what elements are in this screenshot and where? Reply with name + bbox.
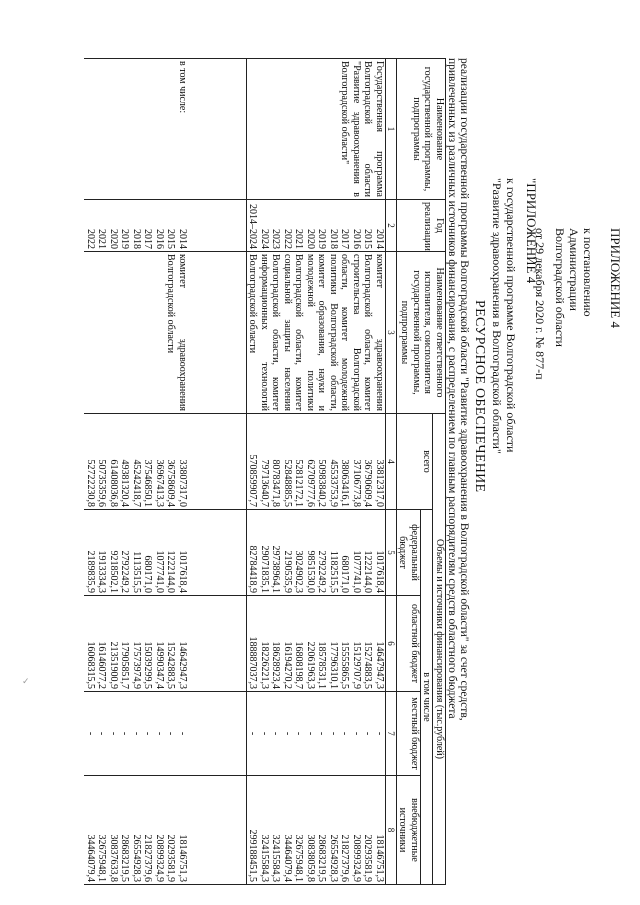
federal-value: 1077741,0 [154,550,165,593]
federal-value: 1113515,5 [131,551,142,593]
years-value: 2016 [351,229,362,249]
total-cell [85,414,247,510]
federal-value: 82784418,9 [247,545,259,593]
appendix-header [533,228,622,380]
total-value: 52722230,8 [85,459,96,507]
years-value: 2021 [293,229,305,249]
header-regional: областной бюджет [397,596,421,692]
federal-value: 2190535,9 [282,550,293,593]
appendix-line: Волгоградской области [553,228,567,347]
federal-value: 1182515,5 [328,550,339,593]
total-value: 79713640,7 [259,459,270,507]
federal-value: 1017618,4 [374,550,385,593]
federal-value: 1077741,0 [351,550,362,593]
column-number: 2 [386,200,397,252]
regional-value: 21351900,9 [108,641,119,689]
total-cell [247,414,386,510]
total-value: 37546850,1 [142,459,154,507]
subtitle-line: реализации государственной программы Волгоградской области "Развитие здравоохранения в Волгоградской области" за счет средств, [458,58,470,721]
extra-cell [85,776,247,885]
header-including: в том числе [421,510,434,885]
total-value: 50983840,2 [316,459,328,507]
regional-value: 16194270,2 [282,641,293,689]
years-value: 2022 [85,229,96,249]
column-number: 5 [386,510,397,596]
years-value: 2015 [165,229,177,249]
extra-value: 26554928,3 [131,834,142,882]
years-value: 2018 [131,229,142,249]
regional-value: 22061963,3 [305,641,316,689]
total-value: 33807317,0 [177,459,188,507]
column-number: 3 [386,252,397,414]
executor-cell [85,252,247,414]
regional-value: 16808198,7 [293,641,305,689]
extra-cell [247,776,386,885]
column-number: 6 [386,596,397,692]
local-cell [85,692,247,776]
years-value: 2014–2024 [247,204,259,249]
local-value: - [96,731,108,736]
regional-value: 16068315,5 [85,641,96,689]
health-committee-block [85,59,247,885]
local-value: - [339,731,351,736]
years-value: 2022 [282,229,293,249]
regional-value: 17573974,9 [131,641,142,689]
program-block [247,59,386,885]
extra-value: 32415584,3 [259,834,270,882]
executor-text: комитет здравоохранения Волгоградской области [165,254,188,411]
local-value: - [316,731,328,736]
total-value: 49381320,4 [119,459,131,507]
regional-value: 18226221,3 [259,641,270,689]
years-value: 2019 [119,229,131,249]
appendix-line: Администрации [567,228,581,311]
years-value: 2014 [374,229,385,249]
years-value: 2023 [270,229,282,249]
extra-value: 299188451,5 [247,829,259,882]
extra-value: 32675948,1 [293,834,305,882]
extra-value: 28683219,5 [316,834,328,882]
column-number: 8 [386,776,397,885]
federal-value: 29738964,1 [270,545,282,593]
years-value: 2015 [362,229,374,249]
header-finance: Объемы и источники финансирования (тыс.рублей) [433,414,446,885]
extra-value: 21827379,6 [339,834,351,882]
federal-value: 29071835,1 [259,545,270,593]
regional-value: 14647947,3 [374,641,385,689]
document-title: РЕСУРСНОЕ ОБЕСПЕЧЕНИЕ [472,300,487,493]
years-value: 2016 [154,229,165,249]
federal-cell [247,510,386,596]
including-label: в том числе: [177,61,188,114]
total-value: 36758609,4 [165,459,177,507]
years-value: 2024 [259,229,270,249]
regional-value: 15242883,5 [165,641,177,689]
local-value: - [85,731,96,736]
regional-value: 16146077,2 [96,641,108,689]
local-value: - [247,731,259,736]
header-total: всего [397,414,434,510]
federal-value: 9218502,1 [108,550,119,593]
regional-value: 15555865,5 [339,641,351,689]
extra-value: 26554928,3 [328,834,339,882]
local-value: - [142,731,154,736]
including-label-cell [85,59,247,200]
federal-value: 3024902,3 [293,550,305,593]
regional-value: 15274883,5 [362,641,374,689]
resource-table [85,58,447,885]
years-cell [247,200,386,252]
federal-value: 2792249,2 [119,550,131,593]
extra-value: 18146751,3 [177,834,188,882]
total-value: 570859907,7 [247,454,259,507]
extra-value: 30838059,8 [305,834,316,882]
regional-value: 17905851,7 [119,641,131,689]
years-value: 2020 [108,229,119,249]
local-value: - [259,731,270,736]
years-value: 2019 [316,229,328,249]
total-value: 45533753,9 [328,459,339,507]
header-name: Наименование государственной программы, подпрограммы [397,59,446,200]
local-value: - [177,731,188,736]
appendix-date-line: от 29 декабря 2020 г. № 877-п [533,228,547,380]
local-cell [247,692,386,776]
years-value: 2017 [339,229,351,249]
extra-value: 21827379,6 [142,834,154,882]
total-value: 36967413,3 [154,459,165,507]
regional-value: 188887037,3 [247,636,259,689]
header-extra: внебюджетные источники [397,776,421,885]
extra-value: 20899324,9 [154,834,165,882]
executor-cell: комитет здравоохранения Волгоградской области, комитет строительства Волгоградской области, комитет молодежной политики Волгоградской области, комитет образования, науки и молодежной политики Волгоградской области, комитет социальной защиты населения Волгоградской области, комитет информационных технологий Волгоградской области [247,252,386,414]
regional-value: 14642947,3 [177,641,188,689]
local-value: - [362,731,374,736]
column-number: 1 [386,59,397,200]
years-value: 2017 [142,229,154,249]
federal-value: 2792249,2 [316,550,328,593]
total-value: 36790609,4 [362,459,374,507]
federal-value: 1222144,0 [362,550,374,593]
years-cell [85,200,247,252]
federal-value: 1913334,3 [96,550,108,593]
federal-value: 9851530,0 [305,550,316,593]
local-value: - [305,731,316,736]
appendix-line: к постановлению [581,228,595,317]
total-value: 52848885,5 [282,459,293,507]
document-subtitle [446,58,470,721]
regional-value: 18628923,4 [270,641,282,689]
total-value: 80783471,8 [270,459,282,507]
local-value: - [154,731,165,736]
local-value: - [131,731,142,736]
program-appendix-line: к государственной программе Волгоградской области [504,178,518,453]
header-federal: федеральный бюджет [397,510,421,596]
subtitle-line: привлеченных из различных источников финансирования, с распределением по главным распорядителям средств областного бюджета [446,58,458,719]
header-year: Год реализации [397,200,446,252]
total-value: 45242418,7 [131,459,142,507]
appendix-title: ПРИЛОЖЕНИЕ 4 [608,228,623,328]
local-value: - [328,731,339,736]
local-value: - [108,731,119,736]
extra-value: 28683219,5 [119,834,131,882]
extra-value: 20899324,9 [351,834,362,882]
total-value: 62709777,6 [305,459,316,507]
program-appendix-header [490,178,538,454]
federal-value: 1222144,0 [165,550,177,593]
extra-value: 34464079,4 [282,834,293,882]
extra-value: 32415584,3 [270,834,282,882]
local-value: - [374,731,385,736]
header-executor: Наименование ответственного исполнителя, соисполнителя государственной программы, подпрограммы [397,252,446,414]
program-appendix-line: "Развитие здравоохранения в Волгоградской области" [490,178,504,454]
years-value: 2018 [328,229,339,249]
regional-value: 14990347,4 [154,641,165,689]
extra-value: 20293581,9 [362,834,374,882]
column-number: 4 [386,414,397,510]
local-value: - [270,731,282,736]
total-value: 38063416,1 [339,459,351,507]
extra-value: 20293581,9 [165,834,177,882]
regional-cell [247,596,386,692]
local-value: - [351,731,362,736]
scan-mark: ✓ [22,676,30,686]
program-appendix-title: "ПРИЛОЖЕНИЕ 4 [524,178,539,284]
total-value: 52812172,1 [293,459,305,507]
federal-cell [85,510,247,596]
header-local: местный бюджет [397,692,421,776]
extra-value: 32675948,1 [96,834,108,882]
extra-value: 18146751,3 [374,834,385,882]
federal-value: 680171,0 [339,555,351,593]
total-value: 50735359,6 [96,459,108,507]
regional-value: 15129707,9 [351,641,362,689]
local-value: - [119,731,131,736]
federal-value: 680171,0 [142,555,154,593]
extra-value: 30837633,8 [108,834,119,882]
total-value: 37106773,8 [351,459,362,507]
local-value: - [165,731,177,736]
program-name-cell: Государственная программа Волгоградской области "Развитие здравоохранения в Волгоградской области" [247,59,386,200]
total-value: 33812317,0 [374,459,385,507]
column-number: 7 [386,692,397,776]
regional-cell [85,596,247,692]
years-value: 2014 [177,229,188,249]
total-value: 61408036,8 [108,459,119,507]
regional-value: 17796310,1 [328,641,339,689]
extra-value: 34464079,4 [85,834,96,882]
federal-value: 2189835,9 [85,550,96,593]
years-value: 2021 [96,229,108,249]
regional-value: 18578531,1 [316,641,328,689]
years-value: 2020 [305,229,316,249]
federal-value: 1017618,4 [177,550,188,593]
local-value: - [293,731,305,736]
local-value: - [282,731,293,736]
regional-value: 15039299,5 [142,641,154,689]
